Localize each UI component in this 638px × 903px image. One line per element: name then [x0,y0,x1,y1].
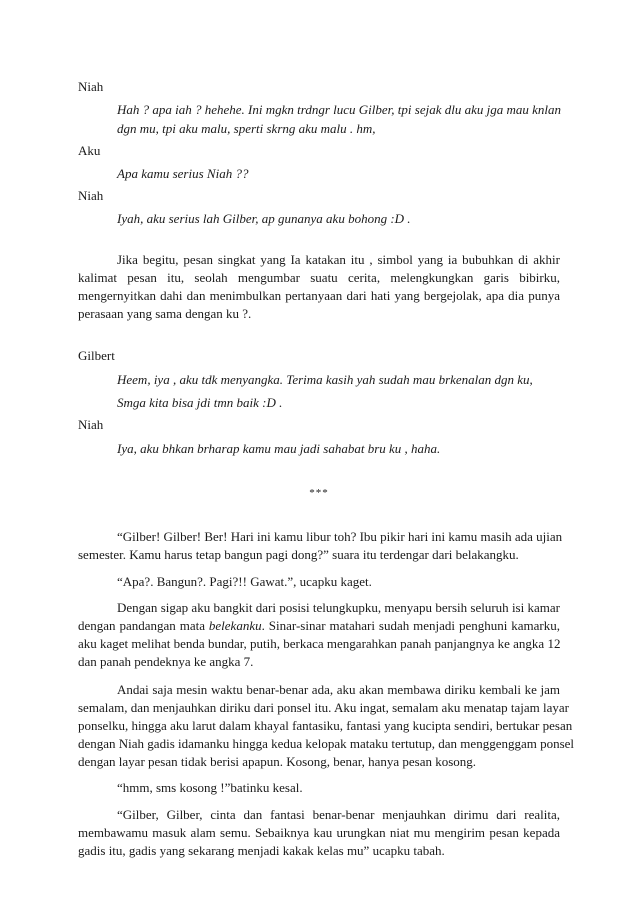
paragraph-line: Dengan sigap aku bangkit dari posisi telungkupku, menyapu bersih seluruh isi kamar [117,600,560,615]
paragraph-line: “hmm, sms kosong !”batinku kesal. [117,780,303,795]
paragraph-line: gadis itu, gadis yang sekarang menjadi kakak kelas mu” ucapku tabah. [78,843,445,858]
paragraph-line: dengan layar pesan tidak berisi apapun. Kosong, benar, hanya pesan kosong. [78,754,477,769]
speaker-name: Niah [78,188,104,203]
paragraph-line: kalimat pesan itu, seolah mengumbar suatu cerita, melengkungkan garis bibirku, [78,270,560,285]
paragraph-line: “Apa?. Bangun?. Pagi?!! Gawat.”, ucapku kaget. [117,574,372,589]
speaker-name: Gilbert [78,348,115,363]
paragraph-line: Andai saja mesin waktu benar-benar ada, aku akan membawa diriku kembali ke jam [117,682,560,697]
speaker-name: Niah [78,79,104,94]
message-line: dgn mu, tpi aku malu, sperti skrng aku malu . hm, [117,121,376,136]
paragraph-line: semalam, dan menjauhkan diriku dari ponsel itu. Aku ingat, semalam aku menatap tajam layar [78,700,569,715]
paragraph-line: dengan Niah gadis idamanku hingga kedua kelopak mataku tertutup, dan menggenggam ponsel [78,736,575,751]
paragraph-line: “Gilber, Gilber, cinta dan fantasi benar-benar menjauhkan dirimu dari realita, [117,807,560,822]
paragraph-line: perasaan yang sama dengan ku ?. [78,306,252,321]
message-line: Smga kita bisa jdi tmn baik :D . [117,395,283,410]
paragraph-line: semester. Kamu harus tetap bangun pagi dong?” suara itu terdengar dari belakangku. [78,547,519,562]
paragraph-line: ponselku, hingga aku larut dalam khayal fantasiku, fantasi yang kucipta sendiri, bertukar pesan [78,718,573,733]
paragraph-line: mengernyitkan dahi dan menimbulkan pertanyaan dari hati yang bergejolak, apa dia punya [78,288,560,303]
message-line: Heem, iya , aku tdk menyangka. Terima kasih yah sudah mau brkenalan dgn ku, [117,372,533,387]
message-line: Iya, aku bhkan brharap kamu mau jadi sahabat bru ku , haha. [117,441,441,456]
paragraph-line: “Gilber! Gilber! Ber! Hari ini kamu libur toh? Ibu pikir hari ini kamu masih ada ujian [117,529,563,544]
speaker-name: Aku [78,143,101,158]
paragraph-line: membawamu masuk alam semu. Sebaiknya kau urungkan niat mu mengirim pesan kepada [78,825,560,840]
paragraph-line: dan panah pendeknya ke angka 7. [78,654,254,669]
message-line: Apa kamu serius Niah ?? [117,166,249,181]
message-line: Hah ? apa iah ? hehehe. Ini mgkn trdngr lucu Gilber, tpi sejak dlu aku jga mau knlan [117,102,561,117]
paragraph-line: aku kaget melihat benda bundar, putih, berkaca mengarahkan panah panjangnya ke angka 12 [78,636,561,651]
section-separator: *** [309,487,329,499]
message-line: Iyah, aku serius lah Gilber, ap gunanya aku bohong :D . [117,211,411,226]
paragraph-line: dengan pandangan mata belekanku. Sinar-sinar matahari sudah menjadi penghuni kamarku, [78,618,560,633]
speaker-name: Niah [78,417,104,432]
paragraph-line: Jika begitu, pesan singkat yang Ia katakan itu , simbol yang ia bubuhkan di akhir [117,252,560,267]
